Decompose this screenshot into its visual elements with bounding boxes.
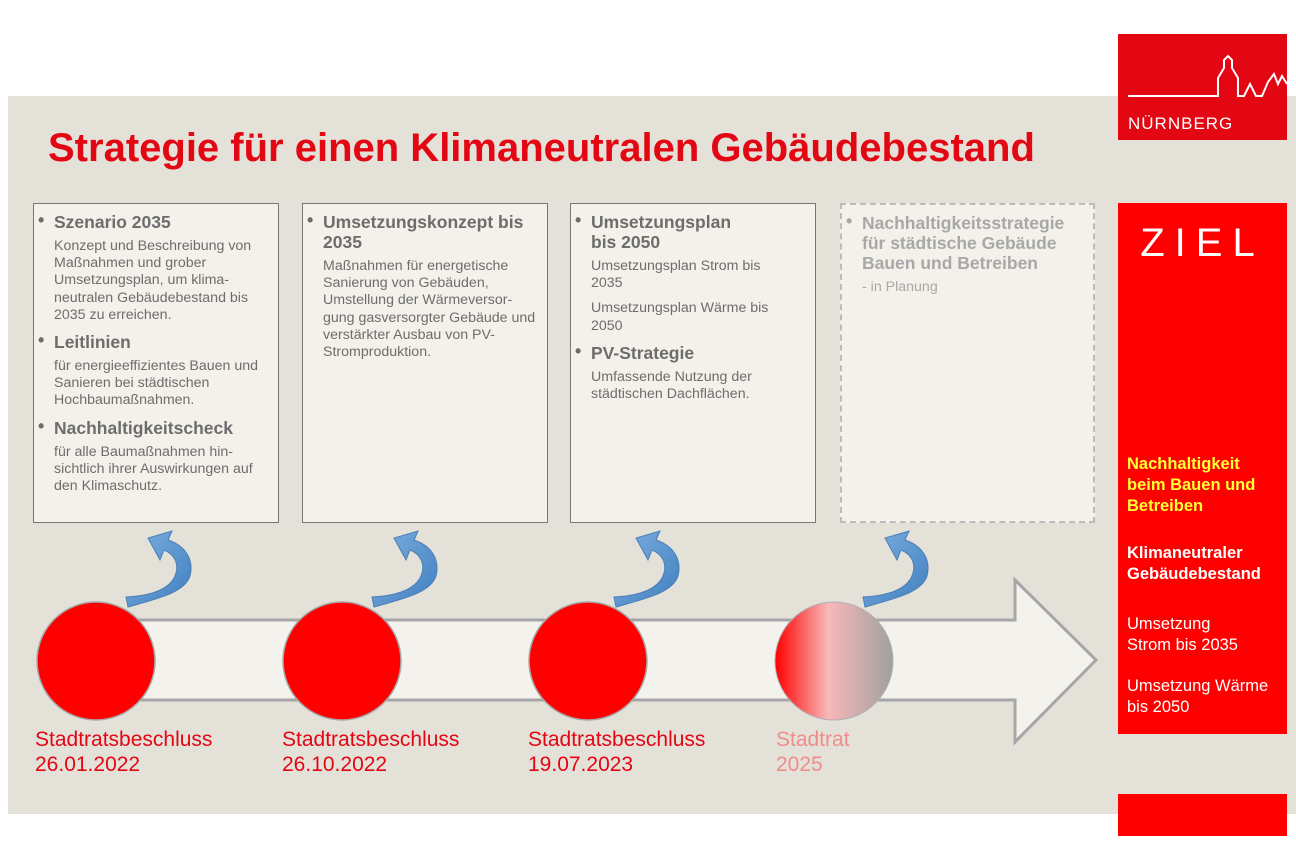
item-heading: • Leitlinien [54, 332, 268, 352]
milestone-date: 19.07.2023 [528, 753, 634, 776]
item-text: für energieeffizientes Bauen und Sanieren bei städtischen Hochbaumaßnahmen. [54, 358, 259, 409]
item-heading: • Nachhaltigkeitsstrategie für städtische Gebäude Bauen und Betreiben [862, 213, 1083, 273]
milestone-circle [529, 602, 647, 720]
goal-strom: Umsetzung Strom bis 2035 [1127, 615, 1238, 654]
milestone-circle-planned [775, 602, 893, 720]
item-text: für alle Baumaßnahmen hin-sichtlich ihrer Auswirkungen auf den Klimaschutz. [54, 443, 253, 495]
milestone-label [282, 727, 459, 777]
milestone-label [528, 727, 705, 777]
item-heading: • PV-Strategie [591, 343, 805, 363]
milestone-label [35, 727, 212, 777]
item-text: Maßnahmen für energetische Sanierung von Gebäuden, Umstellung der Wärmeversor-gung gasversorgter Gebäude und verstärkter Ausbau von PV-Stromproduktion. [323, 258, 536, 361]
milestone-date: 2025 [776, 753, 823, 776]
milestone-title: Stadtrat [776, 728, 850, 751]
item-text: Konzept und Beschreibung von Maßnahmen und grober Umsetzungsplan, um klima-neutralen Gebäudebestand bis 2035 zu erreichen. [54, 238, 252, 323]
milestone-date: 26.10.2022 [282, 753, 388, 776]
curved-arrow-icon [126, 531, 191, 607]
goal-nachhaltigkeit: Nachhaltigkeit beim Bauen und Betreiben [1127, 455, 1256, 515]
goal-waerme: Umsetzung Wärme bis 2050 [1127, 677, 1269, 716]
milestone-title: Stadtratsbeschluss [35, 728, 213, 751]
curved-arrow-icon [614, 531, 679, 607]
item-heading: • Umsetzungsplan bis 2050 [591, 212, 761, 252]
item-text: Umfassende Nutzung der städtischen Dachflächen. [591, 368, 752, 403]
logo-text: NÜRNBERG [1128, 114, 1234, 133]
milestone-title: Stadtratsbeschluss [528, 728, 706, 751]
item-text: - in Planung [862, 279, 938, 295]
item-heading: • Umsetzungskonzept bis 2035 [323, 212, 528, 252]
ziel-panel [1118, 203, 1287, 734]
item-heading: • Nachhaltigkeitscheck [54, 418, 268, 438]
bottom-accent-bar [1118, 794, 1287, 836]
page-title: Strategie für einen Klimaneutralen Gebäudebestand [48, 126, 1035, 170]
item-heading: • Szenario 2035 [54, 212, 268, 232]
milestone-title: Stadtratsbeschluss [282, 728, 460, 751]
nuernberg-logo [1118, 34, 1287, 140]
curved-arrow-icon [372, 531, 437, 607]
curved-arrow-icon [863, 531, 928, 607]
milestone-circle [37, 602, 155, 720]
item-text: Umsetzungsplan Strom bis 2035 [591, 258, 761, 292]
milestone-date: 26.01.2022 [35, 753, 141, 776]
milestone-label-planned [776, 727, 850, 777]
goal-klimaneutral: Klimaneutraler Gebäudebestand [1127, 544, 1261, 583]
ziel-title: ZIEL [1140, 221, 1265, 265]
milestone-circle [283, 602, 401, 720]
item-text: Umsetzungsplan Wärme bis 2050 [591, 300, 769, 334]
